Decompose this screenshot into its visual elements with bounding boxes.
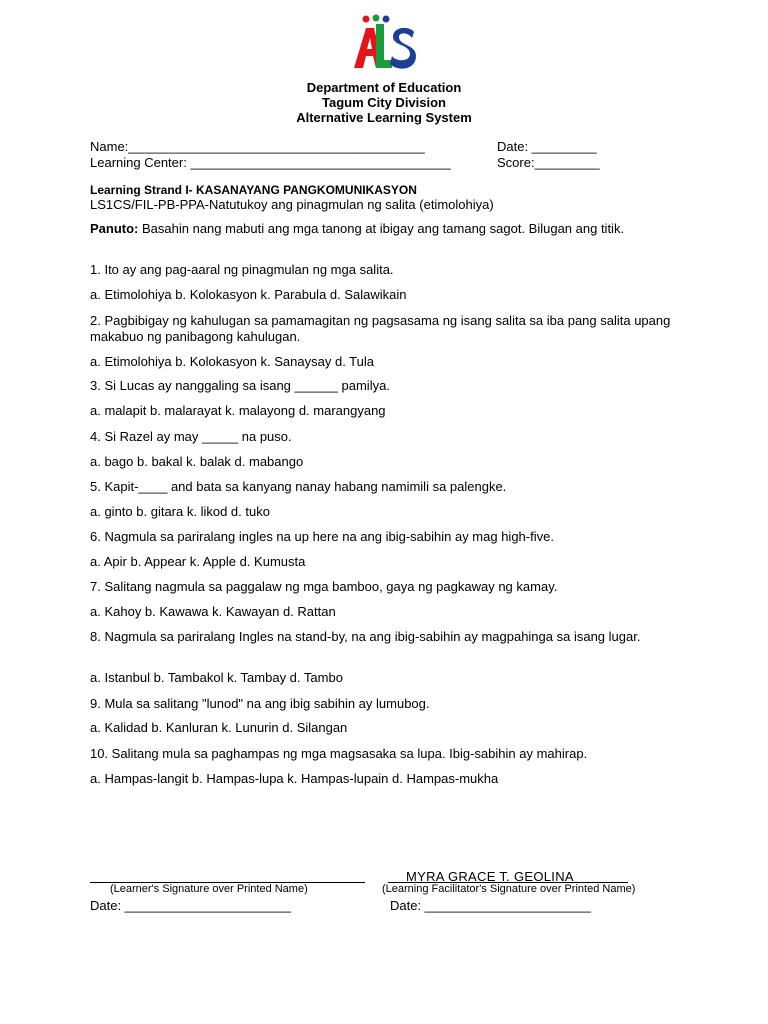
question-4: 4. Si Razel ay may _____ na puso. [90, 429, 292, 444]
facilitator-date-field[interactable]: Date: _______________________ [390, 898, 591, 913]
header-department: Department of Education [306, 80, 462, 95]
answer-choices-4[interactable]: a. bago b. bakal k. balak d. mabango [90, 454, 304, 469]
answer-choices-3[interactable]: a. malapit b. malarayat k. malayong d. marangyang [90, 403, 386, 418]
facilitator-signature-caption: (Learning Facilitator's Signature over Printed Name) [382, 883, 636, 895]
date-field[interactable]: Date: _________ [497, 139, 597, 154]
question-8: 8. Nagmula sa pariralang Ingles na stand-by, na ang ibig-sabihin ay magpahinga sa isang lugar. [90, 629, 641, 644]
header-division: Tagum City Division [322, 95, 446, 110]
question-10: 10. Salitang mula sa paghampas ng mga magsasaka sa lupa. Ibig-sabihin ay mahirap. [90, 746, 588, 761]
name-field[interactable]: Name:_________________________________________ [90, 139, 425, 154]
strand-title: Learning Strand I- KASANAYANG PANGKOMUNIKASYON [90, 183, 417, 197]
answer-choices-6[interactable]: a. Apir b. Appear k. Apple d. Kumusta [90, 554, 306, 569]
strand-code: LS1CS/FIL-PB-PPA-Natutukoy ang pinagmulan ng salita (etimolohiya) [90, 197, 494, 212]
question-2: 2. Pagbibigay ng kahulugan sa pamamagitan ng pagsasama ng isang salita sa iba pang salita upang makabuo ng panibagong kahulugan. [90, 313, 671, 344]
learner-signature-caption: (Learner's Signature over Printed Name) [110, 883, 308, 895]
question-7: 7. Salitang nagmula sa paggalaw ng mga bamboo, gaya ng pagkaway ng kamay. [90, 579, 558, 594]
question-1: 1. Ito ay ang pag-aaral ng pinagmulan ng mga salita. [90, 262, 394, 277]
answer-choices-7[interactable]: a. Kahoy b. Kawawa k. Kawayan d. Rattan [90, 604, 336, 619]
learner-date-field[interactable]: Date: _______________________ [90, 898, 291, 913]
facilitator-name: MYRA GRACE T. GEOLINA [406, 869, 574, 884]
question-6: 6. Nagmula sa pariralang ingles na up here na ang ibig-sabihin ay mag high-five. [90, 529, 554, 544]
answer-choices-10[interactable]: a. Hampas-langit b. Hampas-lupa k. Hampas-lupain d. Hampas-mukha [90, 771, 499, 786]
answer-choices-2[interactable]: a. Etimolohiya b. Kolokasyon k. Sanaysay d. Tula [90, 354, 374, 369]
question-9: 9. Mula sa salitang "lunod" na ang ibig sabihin ay lumubog. [90, 696, 430, 711]
question-5: 5. Kapit-____ and bata sa kanyang nanay habang namimili sa palengke. [90, 479, 507, 494]
question-3: 3. Si Lucas ay nanggaling sa isang ______ pamilya. [90, 378, 390, 393]
learning-center-field[interactable]: Learning Center: ____________________________________ [90, 155, 451, 170]
answer-choices-1[interactable]: a. Etimolohiya b. Kolokasyon k. Parabula d. Salawikain [90, 287, 407, 302]
header-system: Alternative Learning System [296, 110, 472, 125]
answer-choices-5[interactable]: a. ginto b. gitara k. likod d. tuko [90, 504, 270, 519]
answer-choices-8[interactable]: a. Istanbul b. Tambakol k. Tambay d. Tambo [90, 670, 343, 685]
instructions-label: Panuto: [90, 221, 139, 236]
answer-choices-9[interactable]: a. Kalidad b. Kanluran k. Lunurin d. Silangan [90, 720, 348, 735]
instructions-text: Basahin nang mabuti ang mga tanong at ibigay ang tamang sagot. Bilugan ang titik. [138, 221, 625, 236]
als-logo [350, 14, 420, 72]
instructions [90, 221, 690, 237]
score-field[interactable]: Score:_________ [497, 155, 600, 170]
